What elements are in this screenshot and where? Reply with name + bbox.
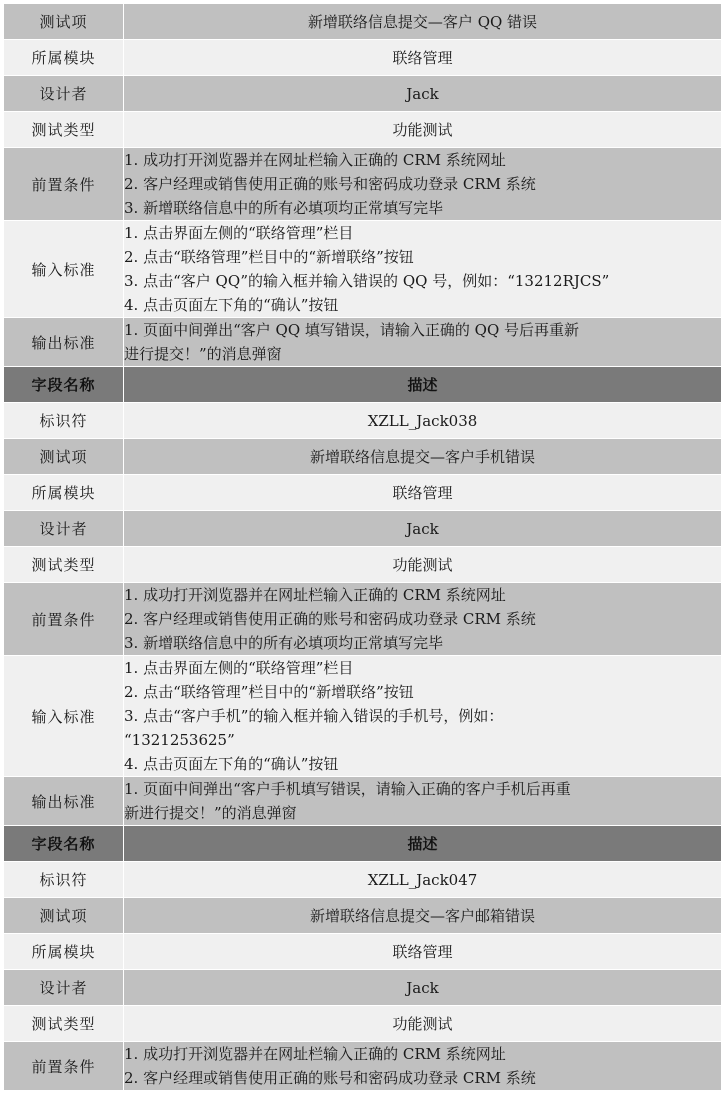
designer-label: 设计者 [4,76,124,112]
input-criteria-label: 输入标准 [4,221,124,318]
row-designer [4,76,722,112]
module-value: 联络管理 [124,475,722,511]
input-line: 3. 点击“客户 QQ”的输入框并输入错误的 QQ 号，例如：“13212RJCS” [124,272,610,290]
test-item-value: 新增联络信息提交—客户 QQ 错误 [124,4,722,40]
identifier-label: 标识符 [4,403,124,439]
row-test-item [4,439,722,475]
precondition-line: 3. 新增联络信息中的所有必填项均正常填写完毕 [124,199,444,217]
description-header: 描述 [124,826,722,862]
precondition-label: 前置条件 [4,148,124,221]
row-precondition [4,148,722,221]
row-output-criteria [4,318,722,367]
output-line: 1. 页面中间弹出“客户 QQ 填写错误，请输入正确的 QQ 号后再重新 [124,321,580,339]
input-criteria-value [124,656,722,777]
identifier-value: XZLL_Jack038 [124,403,722,439]
input-line: 2. 点击“联络管理”栏目中的“新增联络”按钮 [124,683,414,701]
precondition-line: 1. 成功打开浏览器并在网址栏输入正确的 CRM 系统网址 [124,151,506,169]
input-line: 1. 点击界面左侧的“联络管理”栏目 [124,224,354,242]
row-output-criteria [4,777,722,826]
precondition-label: 前置条件 [4,1042,124,1091]
row-designer [4,511,722,547]
output-criteria-label: 输出标准 [4,318,124,367]
test-type-label: 测试类型 [4,1006,124,1042]
identifier-value: XZLL_Jack047 [124,862,722,898]
precondition-value [124,583,722,656]
designer-value: Jack [124,511,722,547]
precondition-line: 1. 成功打开浏览器并在网址栏输入正确的 CRM 系统网址 [124,1045,506,1063]
module-label: 所属模块 [4,934,124,970]
input-criteria-label: 输入标准 [4,656,124,777]
row-module [4,934,722,970]
output-criteria-label: 输出标准 [4,777,124,826]
module-value: 联络管理 [124,934,722,970]
precondition-label: 前置条件 [4,583,124,656]
row-precondition [4,583,722,656]
identifier-label: 标识符 [4,862,124,898]
test-type-label: 测试类型 [4,112,124,148]
test-type-value: 功能测试 [124,547,722,583]
designer-label: 设计者 [4,511,124,547]
test-type-value: 功能测试 [124,1006,722,1042]
test-item-label: 测试项 [4,439,124,475]
module-label: 所属模块 [4,475,124,511]
test-item-label: 测试项 [4,4,124,40]
row-test-type [4,1006,722,1042]
designer-label: 设计者 [4,970,124,1006]
precondition-line: 2. 客户经理或销售使用正确的账号和密码成功登录 CRM 系统 [124,1069,536,1087]
test-item-label: 测试项 [4,898,124,934]
input-line: 2. 点击“联络管理”栏目中的“新增联络”按钮 [124,248,414,266]
module-value: 联络管理 [124,40,722,76]
output-criteria-value [124,777,722,826]
precondition-line: 2. 客户经理或销售使用正确的账号和密码成功登录 CRM 系统 [124,175,536,193]
test-item-value: 新增联络信息提交—客户邮箱错误 [124,898,722,934]
row-precondition [4,1042,722,1091]
test-item-value: 新增联络信息提交—客户手机错误 [124,439,722,475]
output-line: 1. 页面中间弹出“客户手机填写错误，请输入正确的客户手机后再重 [124,780,571,798]
input-line: 4. 点击页面左下角的“确认”按钮 [124,296,339,314]
module-label: 所属模块 [4,40,124,76]
test-type-value: 功能测试 [124,112,722,148]
output-line: 进行提交！”的消息弹窗 [124,345,282,363]
row-test-item [4,898,722,934]
input-line: 3. 点击“客户手机”的输入框并输入错误的手机号，例如： [124,707,504,725]
precondition-line: 2. 客户经理或销售使用正确的账号和密码成功登录 CRM 系统 [124,610,536,628]
row-identifier [4,862,722,898]
description-header: 描述 [124,367,722,403]
field-name-header: 字段名称 [4,367,124,403]
table-header-row [4,826,722,862]
precondition-value [124,1042,722,1091]
input-criteria-value [124,221,722,318]
row-module [4,40,722,76]
row-identifier [4,403,722,439]
input-line: 4. 点击页面左下角的“确认”按钮 [124,755,339,773]
precondition-value [124,148,722,221]
designer-value: Jack [124,970,722,1006]
input-line: 1. 点击界面左侧的“联络管理”栏目 [124,659,354,677]
test-case-table [3,3,722,1091]
row-module [4,475,722,511]
field-name-header: 字段名称 [4,826,124,862]
row-test-type [4,547,722,583]
row-input-criteria [4,656,722,777]
row-designer [4,970,722,1006]
table-header-row [4,367,722,403]
row-input-criteria [4,221,722,318]
output-line: 新进行提交！”的消息弹窗 [124,804,297,822]
designer-value: Jack [124,76,722,112]
precondition-line: 3. 新增联络信息中的所有必填项均正常填写完毕 [124,634,444,652]
row-test-type [4,112,722,148]
input-line: “1321253625” [124,731,235,749]
row-test-item [4,4,722,40]
precondition-line: 1. 成功打开浏览器并在网址栏输入正确的 CRM 系统网址 [124,586,506,604]
test-type-label: 测试类型 [4,547,124,583]
output-criteria-value [124,318,722,367]
test-case-document [3,3,721,1091]
